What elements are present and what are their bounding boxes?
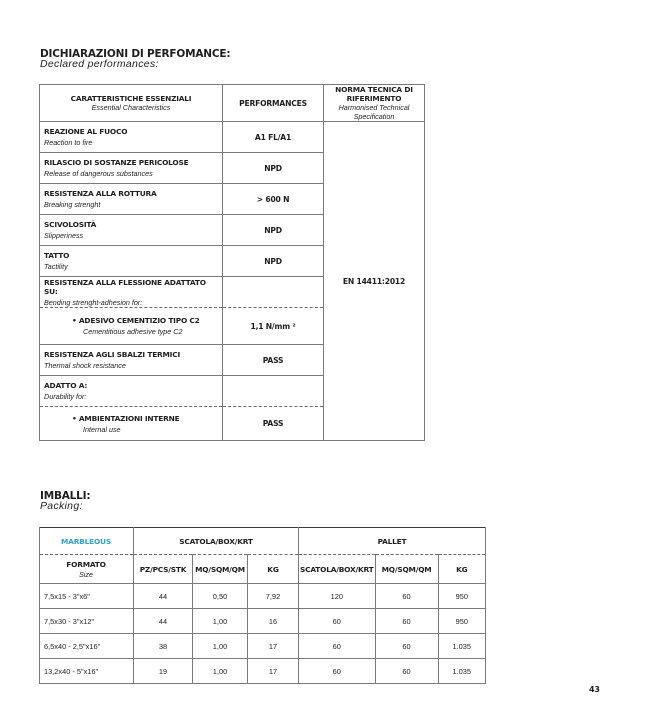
row-value [223,376,324,407]
header-performances: PERFORMANCES [223,85,324,122]
col-header: MQ/SQM/QM [193,555,248,584]
value-cell: 950 [438,609,485,634]
value-cell: 44 [134,609,193,634]
header-characteristics: CARATTERISTICHE ESSENZIALI Essential Characteristics [40,85,223,122]
size-cell: 7,5x30 - 3"x12" [40,609,134,634]
value-cell: 19 [134,659,193,684]
row-label: REAZIONE AL FUOCO Reaction to fire [40,122,223,153]
col-header: MQ/SQM/QM [375,555,438,584]
performance-table [39,84,425,441]
row-label: • ADESIVO CEMENTIZIO TIPO C2 Cementitious adhesive type C2 [40,308,223,345]
row-label: ADATTO A: Durability for: [40,376,223,407]
row-value: NPD [223,215,324,246]
table-row [40,659,486,684]
col-header: KG [438,555,485,584]
norm-value: EN 14411:2012 [324,122,425,441]
packing-subtitle: Packing: [40,500,83,512]
group-box-label: SCATOLA/BOX/KRT [134,528,299,555]
performance-header-row [40,85,425,122]
col-header: PZ/PCS/STK [134,555,193,584]
table-row [40,609,486,634]
row-value: > 600 N [223,184,324,215]
table-row [40,122,425,153]
brand-label: MARBLEOUS [40,528,134,555]
size-header: FORMATO Size [40,555,134,584]
value-cell: 7,92 [248,584,299,609]
row-label: SCIVOLOSITÀ Slipperiness [40,215,223,246]
row-value: 1,1 N/mm ² [223,308,324,345]
value-cell: 1,00 [193,659,248,684]
value-cell: 16 [248,609,299,634]
value-cell: 60 [375,609,438,634]
table-row [40,634,486,659]
row-label: TATTO Tactility [40,246,223,277]
row-value: PASS [223,345,324,376]
row-value: NPD [223,246,324,277]
performance-subtitle: Declared performances: [40,58,159,70]
group-pallet-label: PALLET [299,528,486,555]
col-header: SCATOLA/BOX/KRT [299,555,376,584]
row-value: NPD [223,153,324,184]
page-number: 43 [589,685,600,694]
value-cell: 60 [299,634,376,659]
value-cell: 1.035 [438,659,485,684]
row-value: A1 FL/A1 [223,122,324,153]
packing-group-row [40,528,486,555]
size-cell: 6,5x40 - 2,5"x16" [40,634,134,659]
row-label: • AMBIENTAZIONI INTERNE Internal use [40,407,223,441]
value-cell: 1,00 [193,609,248,634]
col-header: KG [248,555,299,584]
value-cell: 120 [299,584,376,609]
value-cell: 950 [438,584,485,609]
value-cell: 17 [248,659,299,684]
value-cell: 38 [134,634,193,659]
row-value [223,277,324,308]
value-cell: 1.035 [438,634,485,659]
packing-title: IMBALLI: [40,490,91,502]
value-cell: 1,00 [193,634,248,659]
performance-title: DICHIARAZIONI DI PERFOMANCE: [40,48,231,60]
packing-table [39,527,486,684]
header-norm: NORMA TECNICA DI RIFERIMENTO Harmonised Technical Specification [324,85,425,122]
value-cell: 60 [375,634,438,659]
value-cell: 60 [375,659,438,684]
size-cell: 13,2x40 - 5"x16" [40,659,134,684]
row-label: RESISTENZA ALLA FLESSIONE ADATTATO SU: Bending strenght-adhesion for: [40,277,223,308]
value-cell: 0,50 [193,584,248,609]
value-cell: 60 [375,584,438,609]
value-cell: 60 [299,659,376,684]
value-cell: 60 [299,609,376,634]
size-cell: 7,5x15 - 3"x6" [40,584,134,609]
row-label: RESISTENZA ALLA ROTTURA Breaking strenght [40,184,223,215]
value-cell: 17 [248,634,299,659]
table-row [40,584,486,609]
row-value: PASS [223,407,324,441]
packing-header-row [40,555,486,584]
row-label: RESISTENZA AGLI SBALZI TERMICI Thermal shock resistance [40,345,223,376]
row-label: RILASCIO DI SOSTANZE PERICOLOSE Release of dangerous substances [40,153,223,184]
value-cell: 44 [134,584,193,609]
